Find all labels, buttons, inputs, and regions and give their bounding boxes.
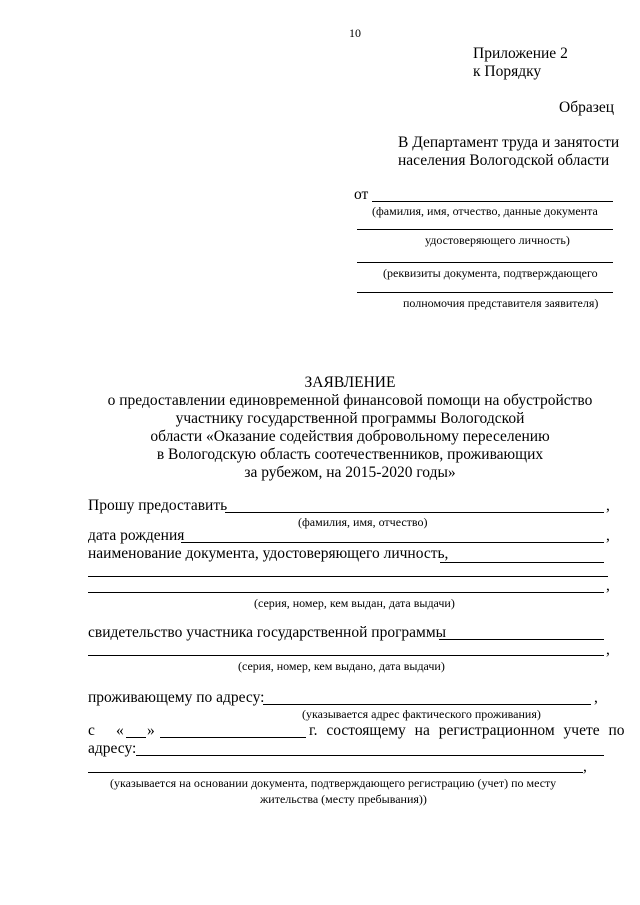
- since-prefix: с: [88, 722, 95, 739]
- id-doc-comma: ,: [606, 577, 610, 594]
- id-doc-line-3[interactable]: [88, 592, 604, 593]
- certificate-comma: ,: [606, 641, 610, 658]
- from-hint-2: удостоверяющего личность): [425, 233, 570, 247]
- address-comma: ,: [583, 758, 587, 775]
- title-line-3: области «Оказание содействия добровольному переселению: [150, 428, 550, 445]
- attachment-line-2: к Порядку: [473, 63, 542, 80]
- residence-line[interactable]: [263, 704, 591, 705]
- birthdate-line[interactable]: [181, 542, 604, 543]
- address-line-2[interactable]: [88, 772, 583, 773]
- certificate-line-2[interactable]: [88, 655, 604, 656]
- from-hint-4: полномочия представителя заявителя): [403, 296, 599, 310]
- birthdate-label: дата рождения: [88, 527, 185, 544]
- document-title: ЗАЯВЛЕНИЕ: [304, 374, 396, 391]
- attachment-line-1: Приложение 2: [473, 45, 568, 62]
- birthdate-comma: ,: [606, 527, 610, 544]
- from-line-1[interactable]: [372, 201, 613, 202]
- title-line-5: за рубежом, на 2015-2020 годы»: [244, 464, 456, 481]
- id-doc-hint: (серия, номер, кем выдан, дата выдачи): [254, 596, 455, 610]
- certificate-label: свидетельство участника государственной программы: [88, 624, 447, 641]
- from-line-2[interactable]: [357, 229, 613, 230]
- from-hint-1: (фамилия, имя, отчество, данные документа: [372, 204, 598, 218]
- from-label: от: [354, 186, 369, 203]
- certificate-hint: (серия, номер, кем выдано, дата выдачи): [238, 659, 445, 673]
- residence-hint: (указывается адрес фактического проживания): [302, 707, 541, 721]
- title-line-4: в Вологодскую область соотечественников, проживающих: [156, 446, 544, 463]
- addressee-line-2: населения Вологодской области: [398, 152, 610, 169]
- residence-comma: ,: [594, 689, 598, 706]
- title-line-2: участнику государственной программы Вологодской: [175, 410, 525, 427]
- registered-label: г. состоящему на регистрационном учете по: [309, 722, 625, 739]
- since-day-line[interactable]: [126, 737, 146, 738]
- from-line-3[interactable]: [357, 262, 613, 263]
- registration-hint-2: жительства (месту пребывания)): [260, 792, 427, 806]
- page-number: 10: [349, 26, 361, 40]
- certificate-line-1[interactable]: [439, 639, 604, 640]
- request-name-line[interactable]: [225, 512, 604, 513]
- request-comma: ,: [606, 497, 610, 514]
- address-line-1[interactable]: [136, 755, 604, 756]
- id-doc-line-2[interactable]: [88, 576, 608, 577]
- address-label: адресу:: [88, 740, 137, 757]
- request-hint: (фамилия, имя, отчество): [298, 515, 428, 529]
- sample-label: Образец: [559, 99, 615, 116]
- id-doc-line-1[interactable]: [440, 562, 604, 563]
- residence-label: проживающему по адресу:: [88, 689, 265, 706]
- since-quote-open: «: [116, 722, 124, 739]
- request-label: Прошу предоставить: [88, 497, 228, 514]
- since-quote-close: »: [147, 722, 155, 739]
- from-line-4[interactable]: [357, 292, 613, 293]
- id-doc-label: наименование документа, удостоверяющего личность,: [88, 545, 449, 562]
- since-month-year-line[interactable]: [160, 737, 306, 738]
- from-hint-3: (реквизиты документа, подтверждающего: [383, 266, 598, 280]
- title-line-1: о предоставлении единовременной финансовой помощи на обустройство: [107, 392, 593, 409]
- registration-hint-1: (указывается на основании документа, подтверждающего регистрацию (учет) по месту: [110, 776, 557, 790]
- addressee-line-1: В Департамент труда и занятости: [398, 134, 620, 151]
